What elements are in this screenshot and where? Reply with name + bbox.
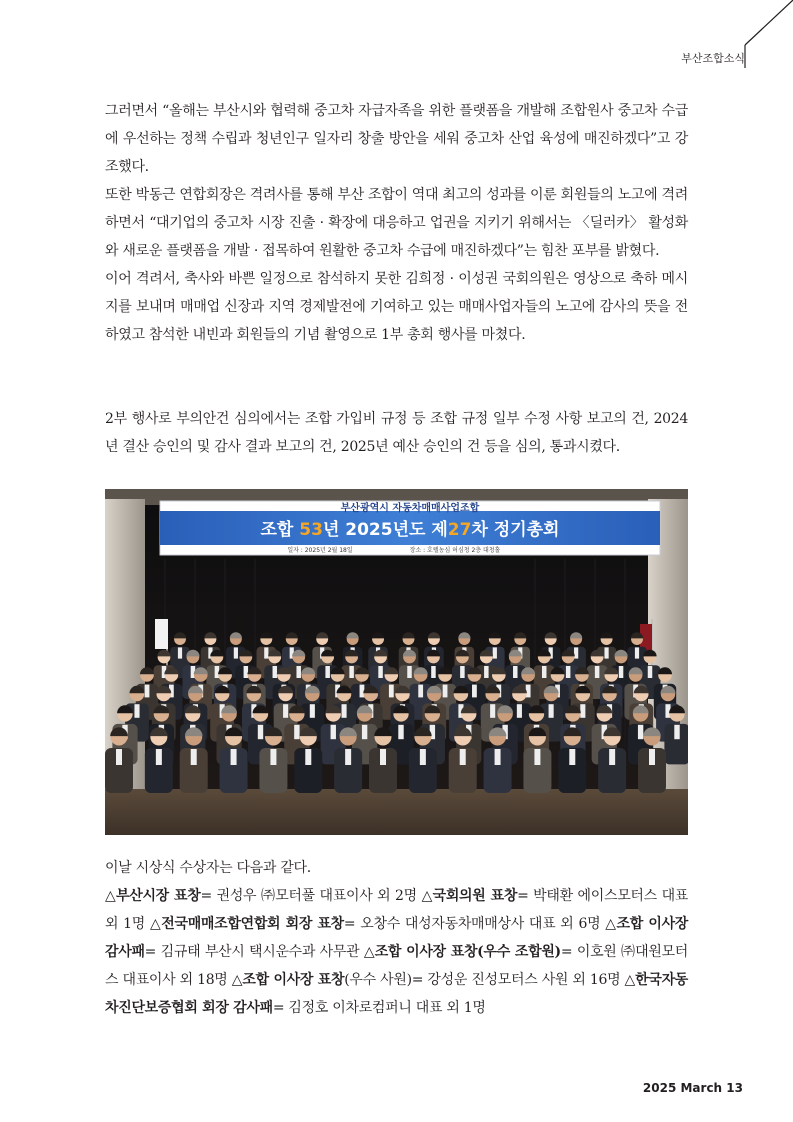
person-shirt — [513, 666, 518, 678]
person-shirt — [244, 666, 249, 678]
person-shirt — [580, 704, 585, 718]
person-shirt — [418, 685, 423, 698]
banner-title: 조합 53년 2025년도 제27차 정기총회 — [260, 520, 560, 540]
person-shirt — [534, 749, 540, 765]
person-shirt — [270, 749, 276, 765]
award-item: △전국매매조합연합회 회장 표창= 오창수 대성자동차매매상사 대표 외 6명 — [149, 916, 606, 932]
person-shirt — [574, 647, 578, 658]
person-shirt — [342, 704, 347, 718]
person-shirt — [349, 666, 354, 678]
banner-place: 장소 : 호텔농심 허심청 2층 대청홀 — [409, 547, 501, 554]
corner-decoration — [0, 0, 793, 80]
person-shirt — [231, 749, 237, 765]
person-shirt — [484, 666, 489, 678]
person-shirt — [495, 749, 501, 765]
person-shirt — [517, 704, 522, 718]
paragraph: 또한 박동근 연합회장은 격려사를 통해 부산 조합이 역대 최고의 성과를 이룬 회원들의 노고에 격려하면서 “대기업의 중고차 시장 진출 · 확장에 대응하고 업권을 지키기 위해서는 〈딜러카〉 활성화와 새로운 플랫폼을 개발 · 접목하여 원활한 중고차 수급에 매진하겠다”는 힘찬 포부를 밝혔다. — [105, 187, 688, 259]
awards-intro: 이날 시상식 수상자는 다음과 같다. — [105, 860, 311, 876]
person-shirt — [134, 704, 139, 718]
person-shirt — [569, 749, 575, 765]
person-shirt — [542, 666, 547, 678]
person-shirt — [156, 749, 162, 765]
banner-date: 일자 : 2025년 2월 18일 — [287, 547, 353, 554]
group-photo — [105, 489, 688, 835]
paragraph: 2부 행사로 부의안건 심의에서는 조합 가입비 규정 등 조합 규정 일부 수정 사항 보고의 건, 2024년 결산 승인의 및 감사 결과 보고의 건, 2025년 예산 승인의 건 등을 심의, 통과시켰다. — [105, 411, 688, 455]
person-shirt — [619, 666, 624, 678]
person-shirt — [331, 725, 336, 739]
person-shirt — [407, 666, 412, 678]
person-shirt — [443, 685, 448, 698]
award-item: △부산시장 표창= 권성우 ㈜모터풀 대표이사 외 2명 — [105, 888, 422, 904]
article-body-top — [105, 97, 688, 349]
person-shirt — [310, 704, 315, 718]
page-number: 13 — [726, 1081, 743, 1095]
person-shirt — [493, 647, 497, 658]
person-shirt — [362, 725, 367, 739]
award-item: △조합 이사장 표창(우수 사원)= 강성운 진성모터스 사원 외 16명 — [231, 972, 625, 988]
award-item: △조합 이사장 감사패= 김규태 부산시 택시운수과 사무관 — [105, 916, 689, 960]
group-photo-illustration — [105, 489, 688, 835]
person-shirt — [258, 725, 263, 739]
banner-organization: 부산광역시 자동차매매사업조합 — [340, 503, 480, 514]
person-shirt — [460, 666, 465, 678]
paragraph: 이어 격려서, 축사와 바쁜 일정으로 참석하지 못한 김희정 · 이성권 국회의원은 영상으로 축하 메시지를 보내며 매매업 신장과 지역 경제발전에 기여하고 있는 매매사업자들의 노고에 감사의 뜻을 전하였고 참석한 내빈과 회원들의 기념 촬영으로 1부 총회 행사를 마쳤다. — [105, 271, 688, 343]
award-item: △국회의원 표창= 박태환 에이스모터스 대표 외 1명 — [105, 888, 689, 932]
paragraph: 그러면서 “올해는 부산시와 협력해 중고차 자급자족을 위한 플랫폼을 개발해 조합원사 중고차 수급에 우선하는 정책 수립과 청년인구 일자리 창출 방안을 세워 중고차 산업 육성에 매진하겠다”고 강조했다. — [105, 103, 688, 175]
person-shirt — [294, 725, 299, 739]
page-footer — [643, 1081, 743, 1095]
person-shirt — [145, 685, 150, 698]
person-shirt — [283, 704, 288, 718]
person-shirt — [490, 704, 495, 718]
person-shirt — [635, 647, 639, 658]
person-shirt — [472, 685, 477, 698]
person-shirt — [460, 749, 466, 765]
person-shirt — [638, 725, 643, 739]
award-item: △한국자동차진단보증협회 회장 감사패= 김정호 이차로컴퍼니 대표 외 1명 — [105, 972, 689, 1016]
person-shirt — [420, 749, 426, 765]
person-shirt — [178, 647, 182, 658]
person-shirt — [674, 725, 679, 739]
awards-section — [105, 854, 688, 1022]
person-shirt — [389, 685, 394, 698]
person-shirt — [360, 685, 365, 698]
person-shirt — [648, 666, 653, 678]
article-body-mid — [105, 405, 688, 461]
person-shirt — [609, 749, 615, 765]
person-shirt — [296, 666, 301, 678]
person-shirt — [345, 749, 351, 765]
person-shirt — [273, 666, 278, 678]
person-shirt — [234, 647, 238, 658]
person-shirt — [325, 666, 330, 678]
person-shirt — [549, 704, 554, 718]
issue-label: 2025 March — [642, 1081, 723, 1095]
person-shirt — [191, 749, 197, 765]
award-item: △조합 이사장 표창(우수 조합원)= 이호원 ㈜대원모터스 대표이사 외 18명 — [105, 944, 689, 988]
person-shirt — [305, 749, 311, 765]
person-shirt — [649, 749, 655, 765]
person-shirt — [431, 666, 436, 678]
awards-list — [105, 882, 688, 1022]
person-shirt — [380, 749, 386, 765]
person-shirt — [604, 647, 608, 658]
person-shirt — [116, 749, 122, 765]
person-shirt — [595, 666, 600, 678]
section-label: 부산조합소식 — [681, 52, 745, 65]
person-shirt — [398, 725, 403, 739]
person-shirt — [566, 666, 571, 678]
person-shirt — [264, 647, 268, 658]
person-shirt — [378, 666, 383, 678]
